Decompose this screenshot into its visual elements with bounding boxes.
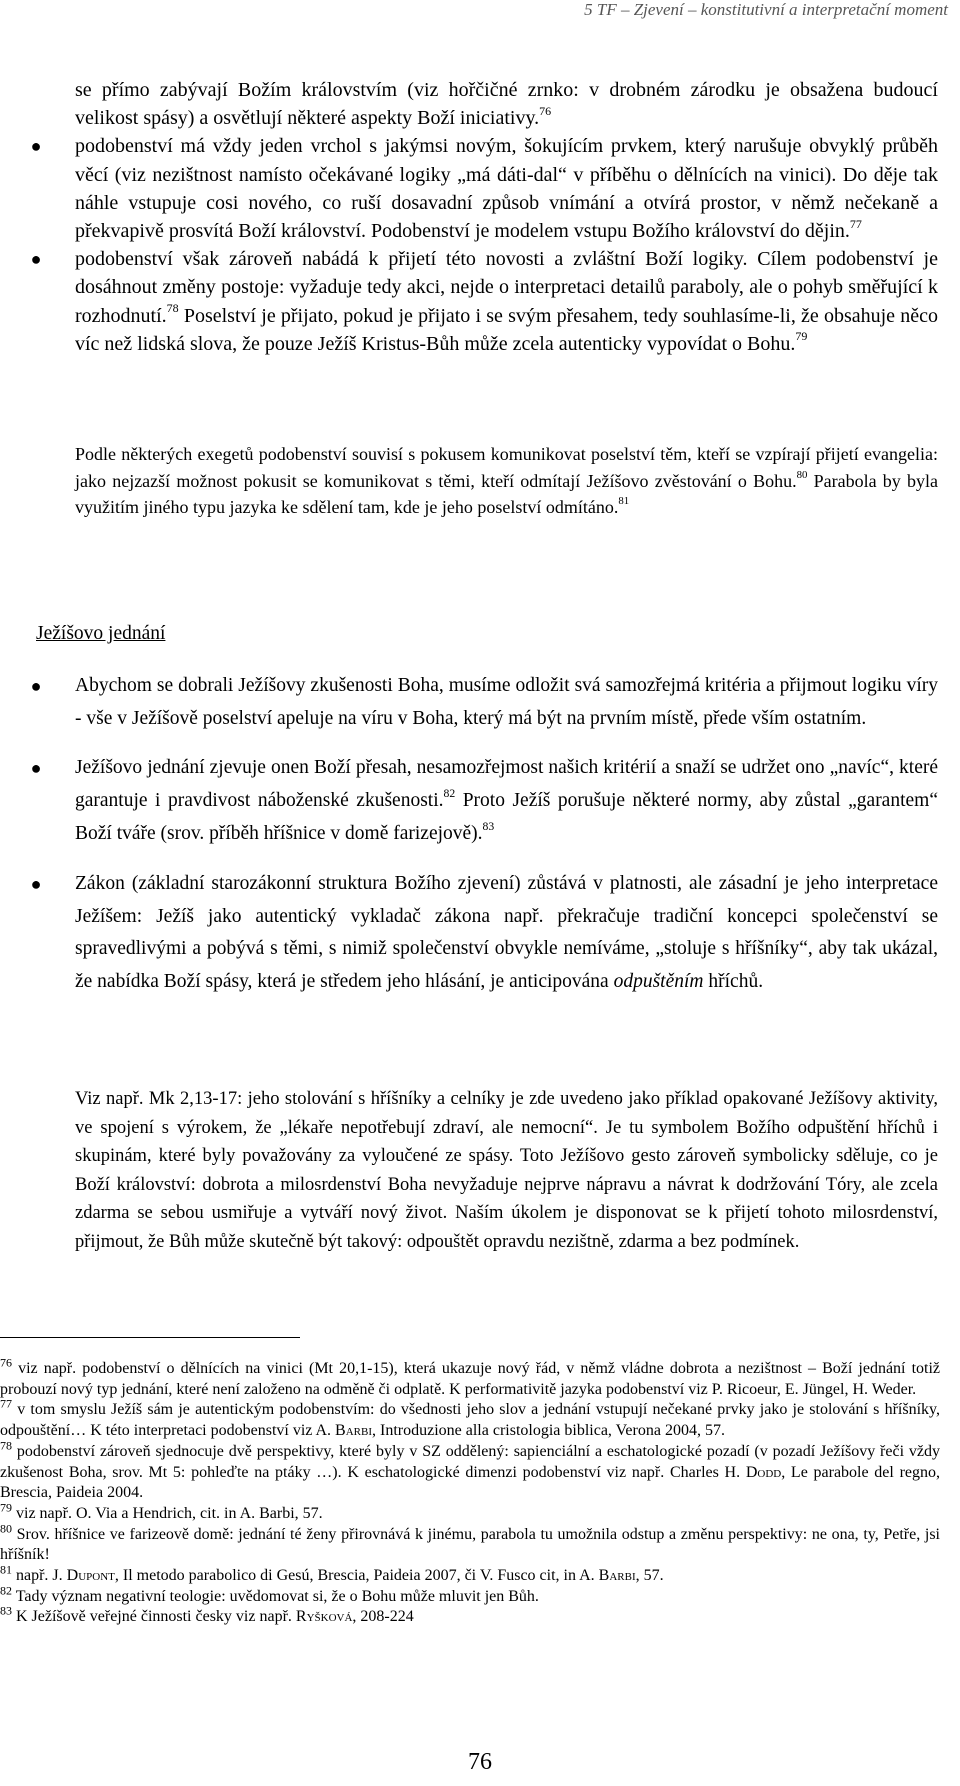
footnote-text: viz např. O. Via a Hendrich, cit. in A. Barbi, 57.: [12, 1504, 323, 1522]
bullet-icon: ●: [30, 136, 42, 157]
footnote-ref[interactable]: 76: [539, 103, 552, 118]
list-item-text: podobenství však zároveň nabádá k přijetí této novosti a zvláštní Boží logiky. Cílem podobenství je dosáhnout změny postoje: vyžaduje tedy akci, nejde o interpretaci detailů paraboly, ale o pohyb směřující k rozhodnutí.: [75, 248, 938, 327]
footnotes: [0, 1355, 940, 1628]
footnote: [0, 1355, 940, 1400]
footnote-number: 80: [0, 1521, 12, 1536]
paragraph-text: Viz např. Mk 2,13-17: jeho stolování s hříšníky a celníky je zde uvedeno jako příklad opakované Ježíšovy aktivity, ve spojení s výrokem, že „lékaře nepotřebují zdraví, ale nemocní“. Je tu symbolem Božího odpuštění hříchů i skupinám, které byly považovány za vyloučené ze spásy. Toto Ježíšovo gesto zároveň symbolicky sděluje, co je Boží království: dobrota a milosrdenství Boha nevyžaduje nejprve nápravu a návrat k dodržování Tóry, ale zcela zdarma se sebou usmiřuje a vytváří nový život. Naším úkolem je disponovat se k přijetí tohoto milosrdenství, přijmout, že Bůh může skutečně být takový: odpouštět opravdu nezištně, zdarma a bez podmínek.: [75, 1089, 938, 1252]
list-item-text: Ježíšovo jednání zjevuje onen Boží přesah, nesamozřejmost našich kritérií a snaží se udržet ono „navíc“, které garantuje i pravdivost náboženské zkušenosti.: [75, 757, 938, 812]
footnote-number: 79: [0, 1500, 12, 1515]
bullet-icon: ●: [30, 873, 42, 894]
footnote-number: 77: [0, 1397, 12, 1412]
footnote-text: , Introduzione alla cristologia biblica, Verona 2004, 57.: [372, 1422, 725, 1440]
footnote-text: , 208-224: [352, 1608, 414, 1626]
author-name: Dodd: [745, 1463, 782, 1481]
footnote-ref[interactable]: 79: [795, 329, 808, 344]
list-item-text: Poselství je přijato, pokud je přijato i se svým přesahem, tedy souhlasíme-li, že obsahuje něco víc než lidská slova, že pouze Ježíš Kristus-Bůh může zcela autenticky vypovídat o Bohu.: [75, 304, 938, 355]
footnote-text: v tom smyslu Ježíš sám je autentickým podobenstvím: do všednosti jeho slov a jednání vstupují nečekané prvky jako je stolování s hříšníky, odpouštění… K této interpretaci podobenství viz A.: [0, 1401, 940, 1440]
footnote-text: Srov. hříšnice ve farizeově domě: jednání té ženy přirovnává k jinému, parabola tu umožnila odstup a změnu perspektivy: ne ona, ty, Petře, jsi hříšník!: [0, 1525, 940, 1564]
footnote-divider: [0, 1337, 300, 1338]
list-item: [30, 245, 938, 358]
author-name: Ryšková: [295, 1608, 353, 1626]
section-jesus-actions: [30, 618, 938, 1016]
list-item-text: Abychom se dobrali Ježíšovy zkušenosti Boha, musíme odložit svá samozřejmá kritéria a přijmout logiku víry - vše v Ježíšově poselství apeluje na víru v Boha, který má být na prvním místě, přede vším ostatním.: [75, 674, 938, 729]
footnote-text: Tady význam negativní teologie: uvědomovat si, že o Bohu může mluvit jen Bůh.: [12, 1587, 539, 1605]
author-name: Barbi: [335, 1422, 372, 1440]
exegetes-paragraph: [36, 441, 938, 521]
footnote-number: 82: [0, 1583, 12, 1598]
footnote-number: 78: [0, 1438, 12, 1453]
footnote-ref[interactable]: 77: [849, 216, 862, 231]
page-number: 76: [468, 1749, 492, 1775]
footnote-text: K Ježíšově veřejné činnosti česky viz např.: [12, 1608, 296, 1626]
list-item-text: podobenství má vždy jeden vrchol s jakýmsi novým, šokujícím prvkem, který narušuje obvyklý průběh věcí (viz nezištnost namísto očekávané logiky „má dáti-dal“ v příběhu o dělnících na vinici). Do děje tak náhle vstupuje cosi nového, co ruší dosavadní způsob vnímání a otvírá prostor, v němž nečekaně a překvapivě prosvítá Boží království. Podobenství je modelem vstupu Božího království do dějin.: [75, 135, 938, 243]
footnote: [0, 1562, 940, 1587]
footnote-text: podobenství zároveň sjednocuje dvě perspektivy, které byly v SZ oddělený: sapienciální a eschatologické pozadí (v pozadí Ježíšovy řeči vždy zkušenost Boha, srov. Mt 5: pohleďte na ptáky …). K eschatologické dimenzi podobenství viz např. Charles H.: [0, 1442, 940, 1481]
footnote-text: viz např. podobenství o dělnících na vinici (Mt 20,1-15), která ukazuje nový řád, v němž vládne dobrota a nezištnost – Boží jednání totiž probouzí nový typ jednání, které není založeno na odměně či odplatě. K performativitě jazyka podobenství viz P. Ricoeur, E. Jüngel, H. Weder.: [0, 1360, 940, 1398]
list-item-text: Proto Ježíš porušuje některé normy, aby zůstal „garantem“ Boží tváře (srov. příběh hříšnice v domě farizejově).: [75, 790, 938, 844]
paragraph-text: Parabola by byla využitím jiného typu jazyka ke sdělení tam, kde je jeho poselství odmítáno.: [75, 470, 938, 517]
list-item: [30, 752, 938, 850]
list-item-text: Zákon (základní starozákonní struktura Božího zjevení) zůstává v platnosti, ale zásadní je jeho interpretace Ježíšem: Ježíš jako autentický vykladač zákona např. překračuje tradiční koncepci společenství se spravedlivými a pobývá s těmi, s nimiž společenství obvykle nemíváme, „stoluje s hříšníky“, aby tak ukázal, že nabídka Boží spásy, která je středem jeho hlásání, je anticipována: [75, 872, 938, 993]
footnote-text: např. J.: [12, 1567, 67, 1585]
footnote-ref[interactable]: 81: [618, 495, 630, 508]
author-name: Barbi: [598, 1567, 636, 1585]
footnote-text: , 57.: [635, 1567, 664, 1585]
footnote: [0, 1583, 940, 1608]
footnote: [0, 1397, 940, 1441]
list-item: [30, 868, 938, 999]
bullet-icon: ●: [30, 758, 42, 779]
footnote-number: 83: [0, 1604, 12, 1619]
intro-continuation: [36, 76, 938, 132]
example-paragraph: [36, 1085, 938, 1257]
footnote-ref[interactable]: 83: [482, 819, 495, 833]
footnote-ref[interactable]: 80: [796, 468, 808, 481]
emphasis: odpuštěním: [613, 971, 704, 993]
footnote: [0, 1500, 940, 1525]
footnote: [0, 1438, 940, 1504]
footnote-text: , Le parabole del regno, Brescia, Paideia 2004.: [0, 1463, 940, 1502]
footnote: [0, 1604, 940, 1628]
paragraph: [36, 441, 938, 521]
footnote-ref[interactable]: 82: [443, 786, 456, 800]
author-name: Dupont: [66, 1567, 115, 1585]
intro-text: se přímo zabývají Božím královstvím (viz hořčičné zrnko: v drobném zárodku je obsažena budoucí velikost spásy) a osvětlují některé aspekty Boží iniciativy.: [75, 79, 938, 130]
list-item: [30, 132, 938, 245]
footnote-number: 81: [0, 1562, 12, 1577]
footnote: [0, 1521, 940, 1566]
footnote-text: , Il metodo parabolico di Gesú, Brescia, Paideia 2007, či V. Fusco cit, in A.: [114, 1567, 599, 1585]
footnote-ref[interactable]: 78: [166, 301, 179, 316]
list-item-text: hříchů.: [703, 971, 764, 993]
bullet-icon: ●: [30, 249, 42, 270]
section-heading: Ježíšovo jednání: [36, 623, 166, 644]
running-head: 5 TF – Zjevení – konstitutivní a interpretační moment: [584, 0, 948, 19]
list-item: [30, 670, 938, 736]
paragraph-text: Podle některých exegetů podobenství souvisí s pokusem komunikovat poselství těm, kteří se vzpírají přijetí evangelia: jako nejzazší možnost pokusit se komunikovat s těmi, kteří odmítají Ježíšovo zvěstování o Bohu.: [75, 444, 938, 491]
bullet-icon: ●: [30, 675, 42, 696]
intro-block: [30, 76, 938, 358]
footnote-number: 76: [0, 1355, 12, 1370]
